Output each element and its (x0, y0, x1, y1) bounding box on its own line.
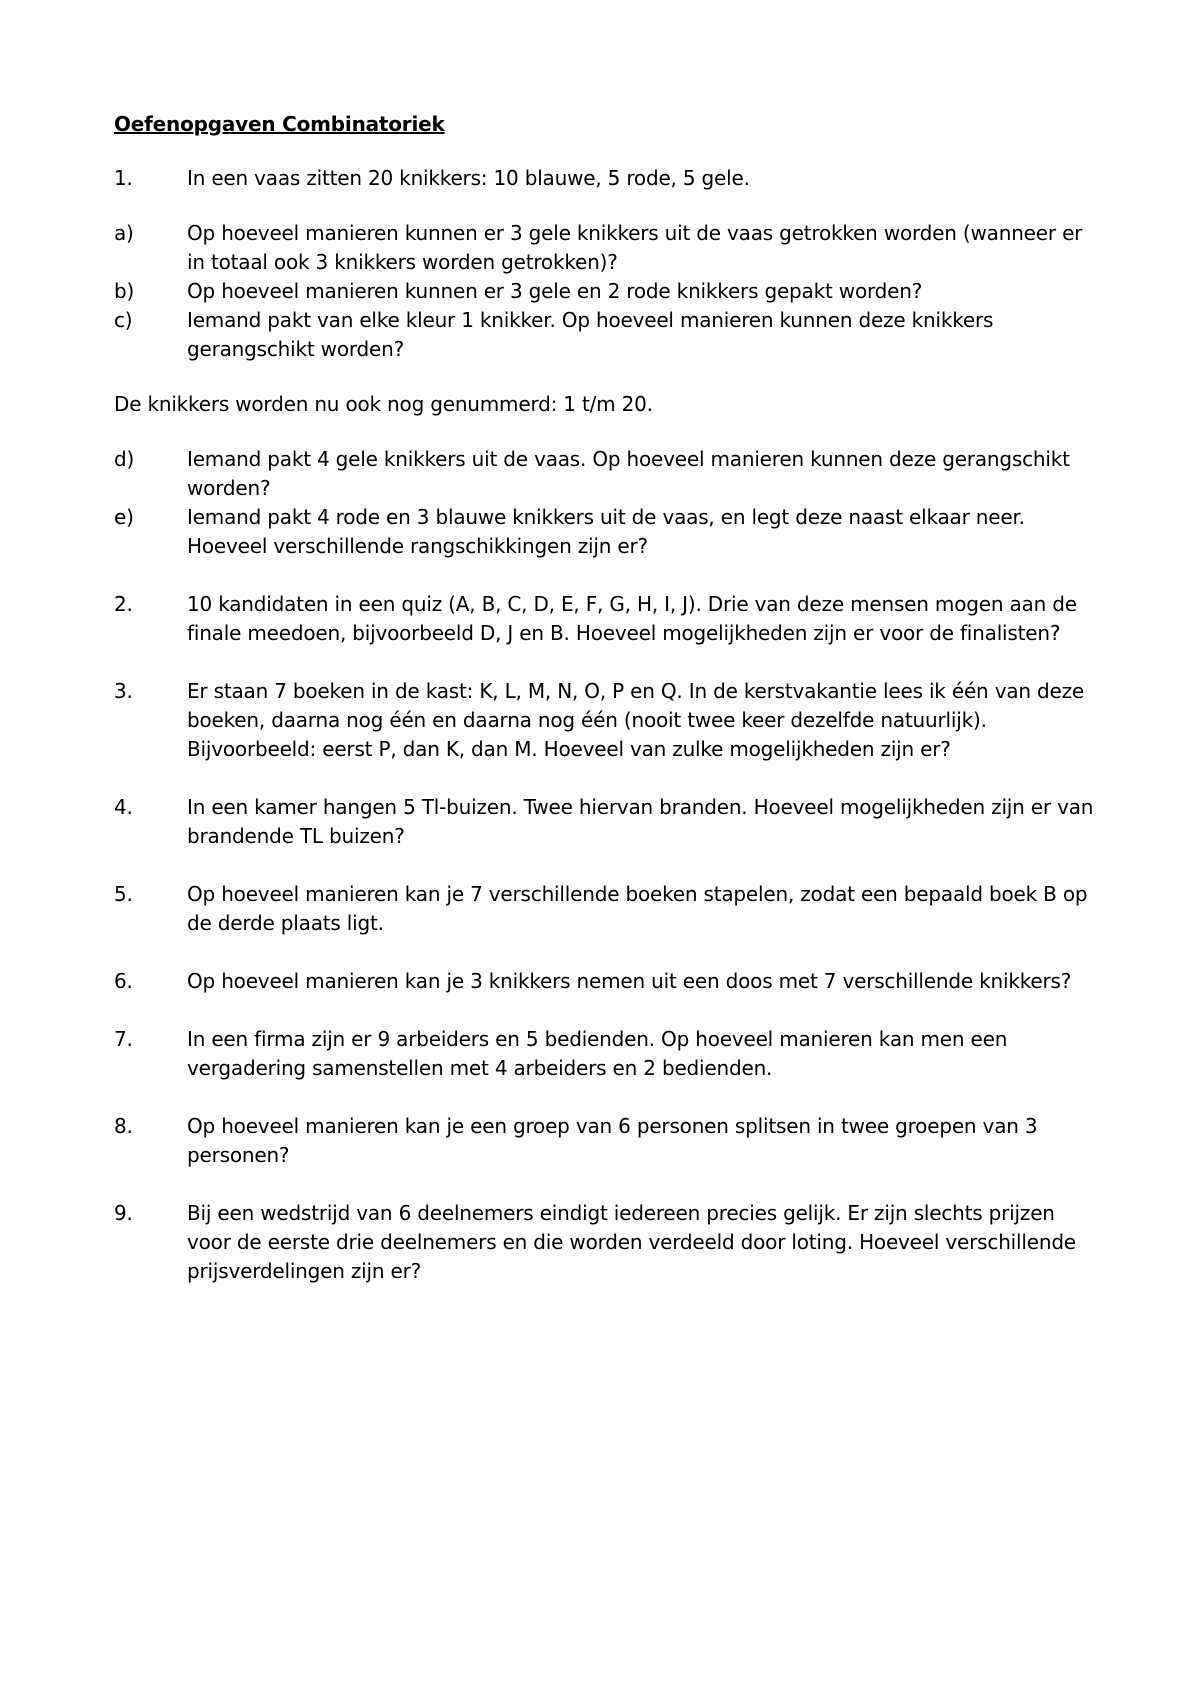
question-text: Er staan 7 boeken in de kast: K, L, M, N, O, P en Q. In de kerstvakantie lees ik één van deze boeken, daarna nog één en daarna nog één (nooit twee keer dezelfde natuurlijk). Bijvoorbeeld: eerst P, dan K, dan M. Hoeveel van zulke mogelijkheden zijn er? (187, 679, 1085, 761)
part-label: c) (114, 308, 133, 332)
part-text: Iemand pakt 4 gele knikkers uit de vaas. Op hoeveel manieren kunnen deze gerangschikt worden? (187, 447, 1070, 500)
document-title: Oefenopgaven Combinatoriek (114, 112, 445, 136)
question-number: 4. (114, 795, 133, 819)
question-1-part-b (114, 277, 1104, 306)
question-1-part-c (114, 306, 1104, 364)
question-text: 10 kandidaten in een quiz (A, B, C, D, E, F, G, H, I, J). Drie van deze mensen mogen aan de finale meedoen, bijvoorbeeld D, J en B. Hoeveel mogelijkheden zijn er voor de finalisten? (187, 592, 1077, 645)
part-text: Op hoeveel manieren kunnen er 3 gele en 2 rode knikkers gepakt worden? (187, 279, 923, 303)
part-text: Iemand pakt van elke kleur 1 knikker. Op hoeveel manieren kunnen deze knikkers gerangschikt worden? (187, 308, 994, 361)
question-1-part-a (114, 219, 1104, 277)
part-label: a) (114, 221, 134, 245)
part-label: d) (114, 447, 135, 471)
question-text: Bij een wedstrijd van 6 deelnemers eindigt iedereen precies gelijk. Er zijn slechts prijzen voor de eerste drie deelnemers en die worden verdeeld door loting. Hoeveel verschillende prijsverdelingen zijn er? (187, 1201, 1076, 1283)
question-3 (114, 677, 1104, 764)
question-1-part-e (114, 503, 1104, 561)
part-text: Op hoeveel manieren kunnen er 3 gele knikkers uit de vaas getrokken worden (wanneer er in totaal ook 3 knikkers worden getrokken)? (187, 221, 1083, 274)
question-text: Op hoeveel manieren kan je een groep van 6 personen splitsen in twee groepen van 3 personen? (187, 1114, 1038, 1167)
question-text: Op hoeveel manieren kan je 7 verschillende boeken stapelen, zodat een bepaald boek B op de derde plaats ligt. (187, 882, 1088, 935)
question-number: 7. (114, 1027, 133, 1051)
question-8 (114, 1112, 1104, 1170)
question-text: In een firma zijn er 9 arbeiders en 5 bedienden. Op hoeveel manieren kan men een vergadering samenstellen met 4 arbeiders en 2 bedienden. (187, 1027, 1008, 1080)
question-text: Op hoeveel manieren kan je 3 knikkers nemen uit een doos met 7 verschillende knikkers? (187, 969, 1072, 993)
question-number: 9. (114, 1201, 133, 1225)
question-text: In een kamer hangen 5 Tl-buizen. Twee hiervan branden. Hoeveel mogelijkheden zijn er van brandende TL buizen? (187, 795, 1094, 848)
question-1-part-d (114, 445, 1104, 503)
question-number: 8. (114, 1114, 133, 1138)
question-7 (114, 1025, 1104, 1083)
question-number: 6. (114, 969, 133, 993)
question-4 (114, 793, 1104, 851)
question-number: 3. (114, 679, 133, 703)
question-5 (114, 880, 1104, 938)
question-number: 5. (114, 882, 133, 906)
part-label: b) (114, 279, 135, 303)
document-page (114, 110, 1104, 1286)
question-1 (114, 164, 1104, 193)
question-text: In een vaas zitten 20 knikkers: 10 blauwe, 5 rode, 5 gele. (187, 166, 750, 190)
question-6 (114, 967, 1104, 996)
intermezzo-text: De knikkers worden nu ook nog genummerd: 1 t/m 20. (114, 392, 653, 416)
part-text: Iemand pakt 4 rode en 3 blauwe knikkers uit de vaas, en legt deze naast elkaar neer. Hoeveel verschillende rangschikkingen zijn er? (187, 505, 1025, 558)
question-2 (114, 590, 1104, 648)
question-number: 2. (114, 592, 133, 616)
question-9 (114, 1199, 1104, 1286)
part-label: e) (114, 505, 134, 529)
question-number: 1. (114, 166, 133, 190)
